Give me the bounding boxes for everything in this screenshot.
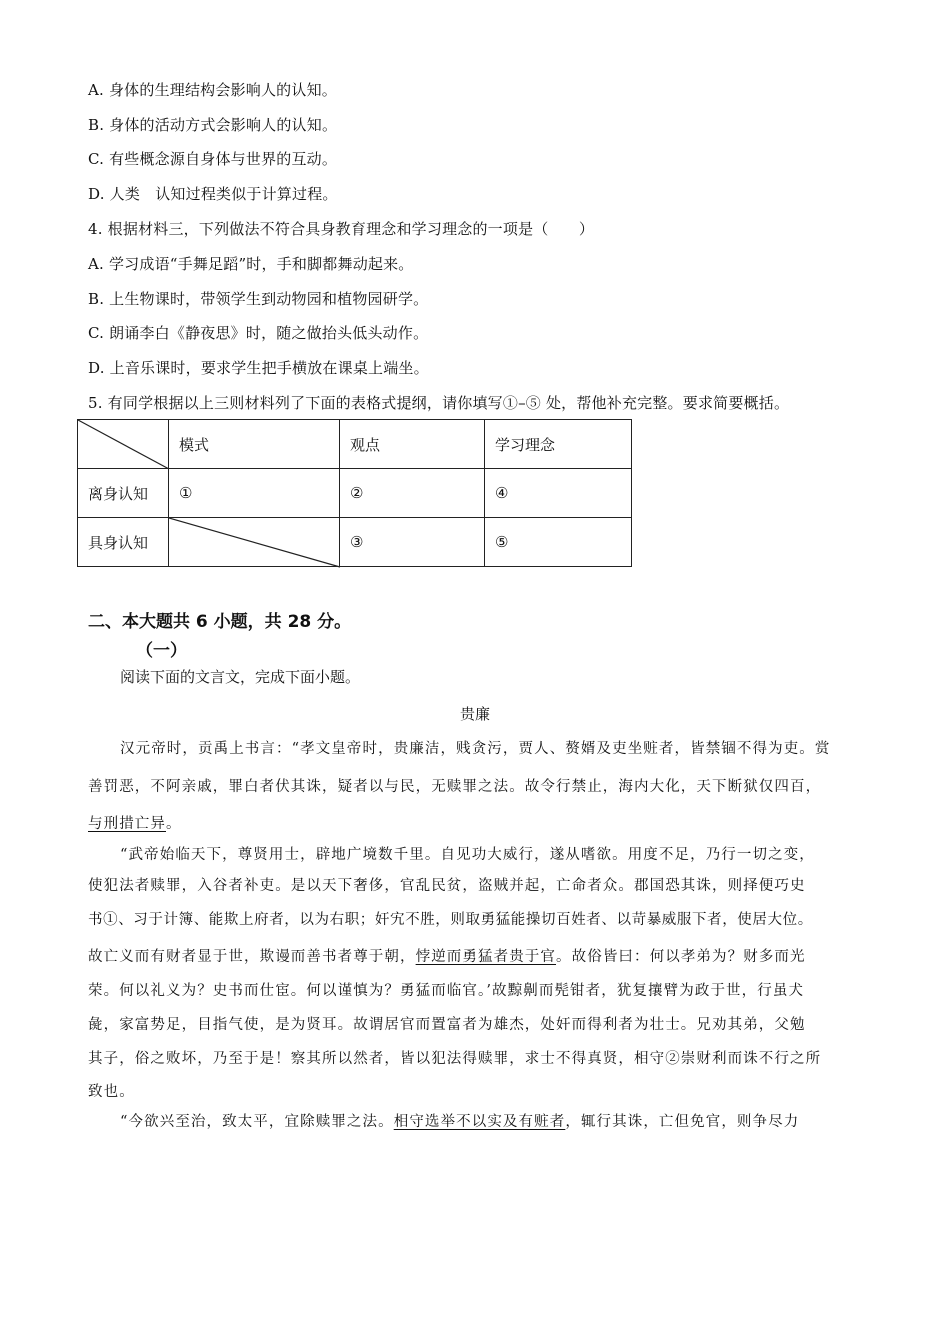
q5-stem: 5. 有同学根据以上三则材料列了下面的表格式提纲，请你填写①–⑤ 处，帮他补充完整。要求简要概括。 (88, 394, 790, 412)
q4-option-a: A. 学习成语“手舞足蹈”时，手和脚都舞动起来。 (88, 255, 414, 273)
corner-cell (78, 420, 169, 469)
passage-line: 汉元帝时，贡禹上书言：“孝文皇帝时，贵廉洁，贱贪污，贾人、赘婿及吏坐赃者，皆禁锢不得为吏。赏 (120, 741, 831, 757)
q4-option-d: D. 上音乐课时，要求学生把手横放在课桌上端坐。 (88, 359, 429, 377)
diagonal-line (169, 518, 341, 568)
q3-option-c: C. 有些概念源自身体与世界的互动。 (88, 150, 338, 168)
blank-3: ③ (340, 518, 485, 567)
instruction: 阅读下面的文言文，完成下面小题。 (120, 668, 361, 686)
passage-text: “今欲兴至治，致太平，宜除赎罪之法。 (120, 1114, 394, 1130)
passage-line: 使犯法者赎罪，入谷者补吏。是以天下奢侈，官乱民贫，盗贼并起，亡命者众。郡国恐其诛，则择便巧史 (88, 878, 806, 894)
blank-2: ② (340, 469, 485, 518)
passage-line: 荣。何以礼义为？史书而仕宦。何以谨慎为？勇猛而临官。’故黥劓而髡钳者，犹复攘臂为政于世，行虽犬 (88, 983, 805, 999)
header-learning: 学习理念 (485, 420, 632, 469)
q4-stem: 4. 根据材料三，下列做法不符合具身教育理念和学习理念的一项是（ ） (88, 220, 595, 238)
underlined-phrase: 与刑措亡异 (88, 816, 166, 832)
passage-line: 其子，俗之败坏，乃至于是！察其所以然者，皆以犯法得赎罪，求士不得真贤，相守②崇财利而诛不行之所 (88, 1051, 822, 1067)
underlined-phrase: 相守选举不以实及有赃者 (393, 1114, 566, 1130)
passage-line (88, 945, 806, 966)
blank-4: ④ (485, 469, 632, 518)
passage-line (88, 812, 182, 833)
passage-title: 贵廉 (459, 705, 490, 723)
blank-5: ⑤ (485, 518, 632, 567)
table-row (78, 469, 632, 518)
passage-line: 致也。 (88, 1084, 135, 1100)
passage-line: 书①、习于计簿、能欺上府者，以为右职；奸宄不胜，则取勇猛能操切百姓者、以苛暴威服下者，使居大位。 (88, 912, 813, 928)
q4-option-b: B. 上生物课时，带领学生到动物园和植物园研学。 (88, 290, 429, 308)
section-title: 二、本大题共 6 小题，共 28 分。 (88, 612, 352, 632)
table-header-row (78, 420, 632, 469)
passage-line: 彘，家富势足，目指气使，是为贤耳。故谓居官而置富者为雄杰，处奸而得利者为壮士。兄劝其弟，父勉 (88, 1017, 806, 1033)
q4-option-c: C. 朗诵李白《静夜思》时，随之做抬头低头动作。 (88, 324, 429, 342)
underlined-phrase: 悖逆而勇猛者贵于官 (415, 949, 557, 965)
table-row (78, 518, 632, 567)
passage-text: 。 (166, 816, 182, 832)
passage-line (120, 1110, 799, 1131)
row-label: 离身认知 (78, 469, 169, 518)
blank-1: ① (169, 469, 340, 518)
header-mode: 模式 (169, 420, 340, 469)
diagonal-line (78, 420, 170, 470)
crossed-cell (169, 518, 340, 567)
q3-option-b: B. 身体的活动方式会影响人的认知。 (88, 116, 338, 134)
section-subtitle: （一） (136, 641, 187, 661)
row-label: 具身认知 (78, 518, 169, 567)
passage-line: “武帝始临天下，尊贤用士，辟地广境数千里。自见功大威行，遂从嗜欲。用度不足，乃行一切之变， (120, 847, 815, 863)
q3-option-d: D. 人类 认知过程类似于计算过程。 (88, 185, 338, 203)
header-view: 观点 (340, 420, 485, 469)
outline-table (77, 419, 632, 567)
passage-text: 。故俗皆曰：何以孝弟为？财多而光 (556, 949, 806, 965)
passage-text: 故亡义而有财者显于世，欺谩而善书者尊于朝， (88, 949, 416, 965)
passage-line: 善罚恶，不阿亲戚，罪白者伏其诛，疑者以与民，无赎罪之法。故令行禁止，海内大化，天下断狱仅四百， (88, 779, 822, 795)
passage-text: ，辄行其诛，亡但免官，则争尽力 (565, 1114, 800, 1130)
q3-option-a: A. 身体的生理结构会影响人的认知。 (88, 81, 337, 99)
